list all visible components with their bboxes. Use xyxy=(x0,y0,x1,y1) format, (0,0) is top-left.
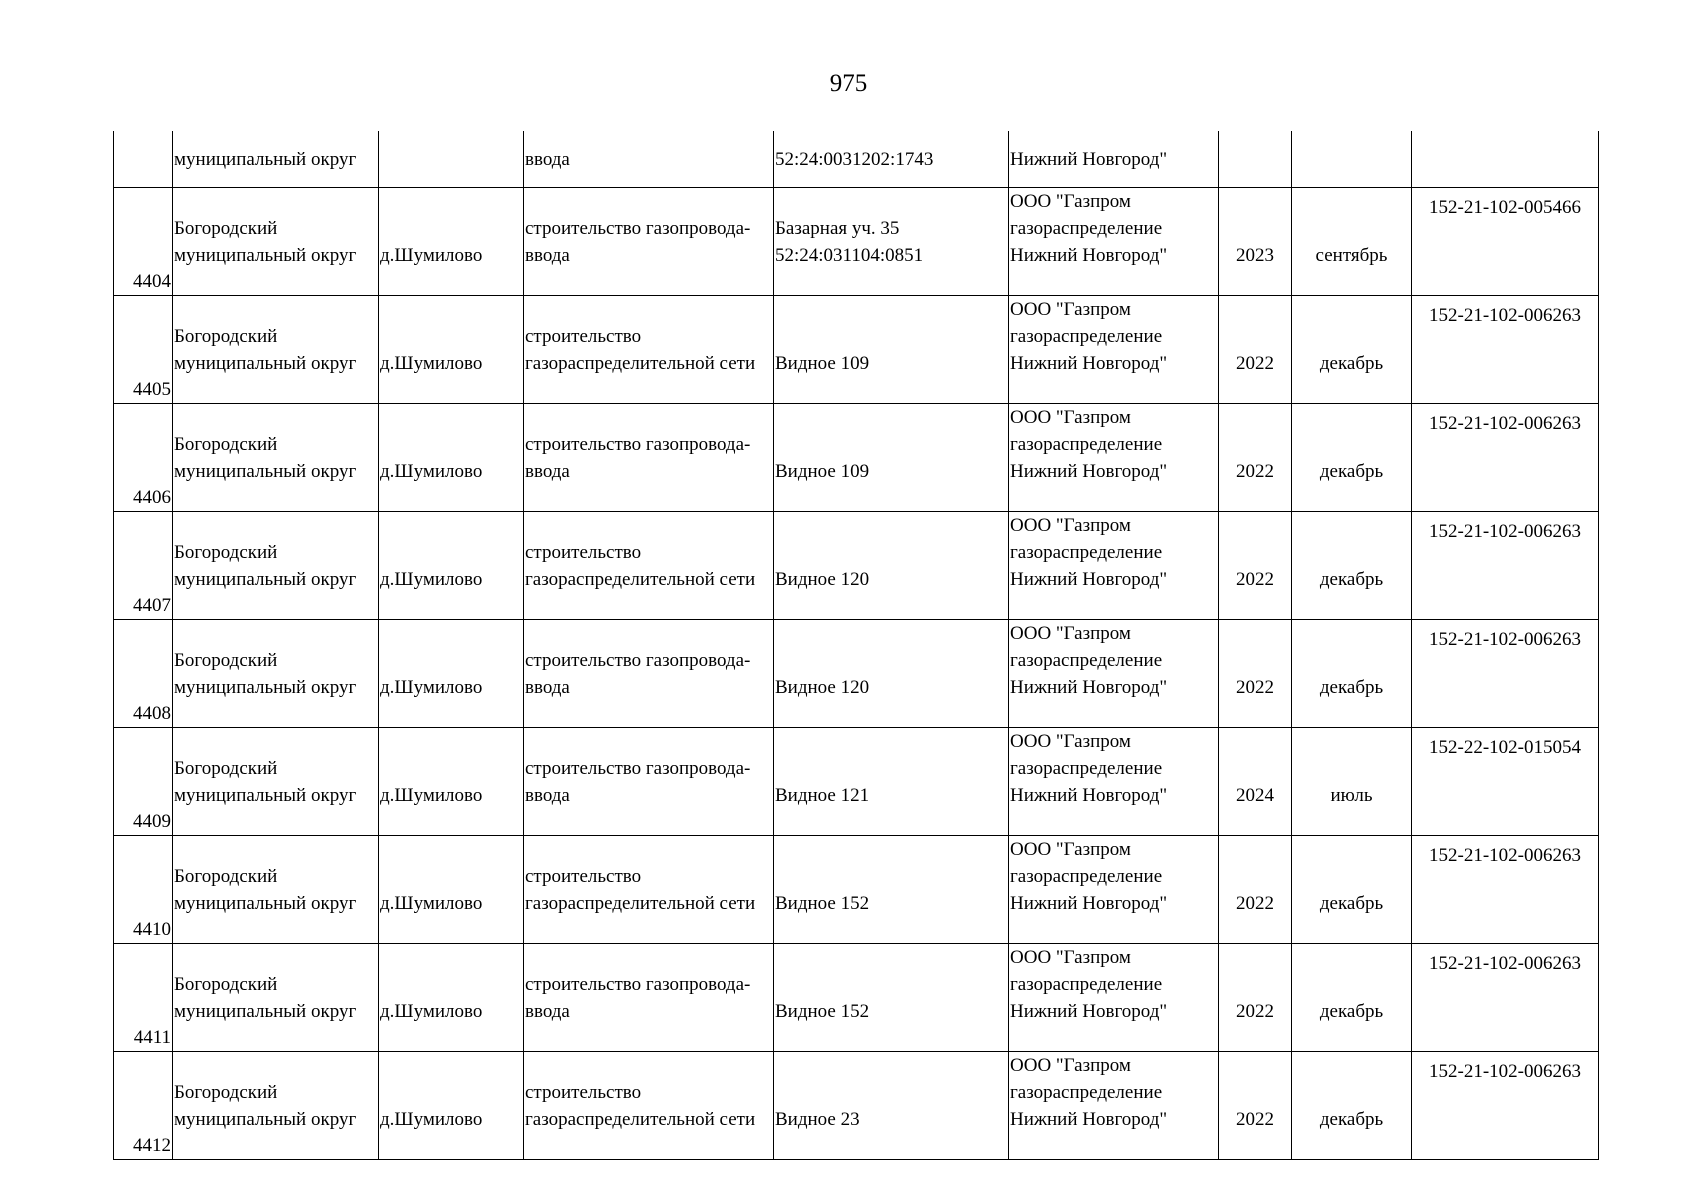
year-cell: 2022 xyxy=(1219,836,1292,944)
address-cell: Видное 152 xyxy=(774,944,1009,1052)
page-number: 975 xyxy=(829,70,868,97)
month-cell: сентябрь xyxy=(1292,188,1412,296)
address-cell: Видное 152 xyxy=(774,836,1009,944)
registry-number-cell xyxy=(1412,131,1599,188)
registry-number-cell: 152-21-102-006263 xyxy=(1412,944,1599,1052)
address-cell: Базарная уч. 35 52:24:031104:0851 xyxy=(774,188,1009,296)
table-row xyxy=(114,728,1599,836)
row-number-cell: 4407 xyxy=(114,512,173,620)
district-cell: муниципальный округ xyxy=(173,131,379,188)
settlement-cell: д.Шумилово xyxy=(379,620,524,728)
district-cell: Богородский муниципальный округ xyxy=(173,1052,379,1160)
settlement-cell: д.Шумилово xyxy=(379,296,524,404)
settlement-cell: д.Шумилово xyxy=(379,188,524,296)
district-cell: Богородский муниципальный округ xyxy=(173,944,379,1052)
organization-cell: ООО "Газпром газораспределение Нижний Новгород" xyxy=(1009,404,1219,512)
work-type-cell: строительство газопровода- ввода xyxy=(524,728,774,836)
row-number-cell: 4408 xyxy=(114,620,173,728)
organization-cell: ООО "Газпром газораспределение Нижний Новгород" xyxy=(1009,296,1219,404)
table-row xyxy=(114,404,1599,512)
year-cell: 2022 xyxy=(1219,944,1292,1052)
year-cell: 2024 xyxy=(1219,728,1292,836)
settlement-cell: д.Шумилово xyxy=(379,944,524,1052)
year-cell: 2022 xyxy=(1219,296,1292,404)
work-type-cell: строительство газораспределительной сети xyxy=(524,512,774,620)
work-type-cell: строительство газораспределительной сети xyxy=(524,836,774,944)
year-cell: 2023 xyxy=(1219,188,1292,296)
address-cell: Видное 109 xyxy=(774,296,1009,404)
district-cell: Богородский муниципальный округ xyxy=(173,404,379,512)
address-cell: Видное 109 xyxy=(774,404,1009,512)
month-cell: декабрь xyxy=(1292,512,1412,620)
work-type-cell: строительство газопровода- ввода xyxy=(524,944,774,1052)
address-cell: Видное 121 xyxy=(774,728,1009,836)
organization-cell: ООО "Газпром газораспределение Нижний Новгород" xyxy=(1009,728,1219,836)
year-cell: 2022 xyxy=(1219,512,1292,620)
settlement-cell: д.Шумилово xyxy=(379,404,524,512)
table-row xyxy=(114,620,1599,728)
organization-cell: ООО "Газпром газораспределение Нижний Новгород" xyxy=(1009,188,1219,296)
row-number-cell: 4409 xyxy=(114,728,173,836)
registry-number-cell: 152-21-102-006263 xyxy=(1412,404,1599,512)
year-cell: 2022 xyxy=(1219,404,1292,512)
settlement-cell: д.Шумилово xyxy=(379,836,524,944)
registry-number-cell: 152-22-102-015054 xyxy=(1412,728,1599,836)
registry-number-cell: 152-21-102-006263 xyxy=(1412,512,1599,620)
row-number-cell: 4411 xyxy=(114,944,173,1052)
district-cell: Богородский муниципальный округ xyxy=(173,728,379,836)
address-cell: 52:24:0031202:1743 xyxy=(774,131,1009,188)
table-row xyxy=(114,188,1599,296)
district-cell: Богородский муниципальный округ xyxy=(173,296,379,404)
month-cell: декабрь xyxy=(1292,404,1412,512)
month-cell: декабрь xyxy=(1292,944,1412,1052)
work-type-cell: строительство газораспределительной сети xyxy=(524,296,774,404)
settlement-cell: д.Шумилово xyxy=(379,728,524,836)
organization-cell: ООО "Газпром газораспределение Нижний Новгород" xyxy=(1009,512,1219,620)
table-row xyxy=(114,836,1599,944)
district-cell: Богородский муниципальный округ xyxy=(173,620,379,728)
table-row xyxy=(114,944,1599,1052)
table-row xyxy=(114,296,1599,404)
organization-cell: ООО "Газпром газораспределение Нижний Новгород" xyxy=(1009,836,1219,944)
continuation-row xyxy=(114,131,1599,188)
year-cell: 2022 xyxy=(1219,1052,1292,1160)
organization-cell: ООО "Газпром газораспределение Нижний Новгород" xyxy=(1009,944,1219,1052)
work-type-cell: строительство газопровода- ввода xyxy=(524,620,774,728)
gas-registry-table xyxy=(113,131,1599,1160)
address-cell: Видное 120 xyxy=(774,512,1009,620)
work-type-cell: строительство газораспределительной сети xyxy=(524,1052,774,1160)
month-cell: декабрь xyxy=(1292,296,1412,404)
row-number-cell: 4405 xyxy=(114,296,173,404)
district-cell: Богородский муниципальный округ xyxy=(173,188,379,296)
registry-number-cell: 152-21-102-006263 xyxy=(1412,620,1599,728)
settlement-cell: д.Шумилово xyxy=(379,1052,524,1160)
month-cell: декабрь xyxy=(1292,1052,1412,1160)
row-number-cell: 4404 xyxy=(114,188,173,296)
registry-number-cell: 152-21-102-006263 xyxy=(1412,1052,1599,1160)
organization-cell: ООО "Газпром газораспределение Нижний Новгород" xyxy=(1009,620,1219,728)
row-number-cell: 4412 xyxy=(114,1052,173,1160)
settlement-cell: д.Шумилово xyxy=(379,512,524,620)
row-number-cell: 4406 xyxy=(114,404,173,512)
row-number-cell: 4410 xyxy=(114,836,173,944)
organization-cell: Нижний Новгород" xyxy=(1009,131,1219,188)
district-cell: Богородский муниципальный округ xyxy=(173,512,379,620)
year-cell xyxy=(1219,131,1292,188)
settlement-cell xyxy=(379,131,524,188)
work-type-cell: строительство газопровода- ввода xyxy=(524,188,774,296)
month-cell: июль xyxy=(1292,728,1412,836)
registry-number-cell: 152-21-102-006263 xyxy=(1412,836,1599,944)
address-cell: Видное 23 xyxy=(774,1052,1009,1160)
district-cell: Богородский муниципальный округ xyxy=(173,836,379,944)
table-row xyxy=(114,512,1599,620)
organization-cell: ООО "Газпром газораспределение Нижний Новгород" xyxy=(1009,1052,1219,1160)
registry-number-cell: 152-21-102-006263 xyxy=(1412,296,1599,404)
row-number-cell xyxy=(114,131,173,188)
work-type-cell: ввода xyxy=(524,131,774,188)
work-type-cell: строительство газопровода- ввода xyxy=(524,404,774,512)
month-cell: декабрь xyxy=(1292,620,1412,728)
month-cell xyxy=(1292,131,1412,188)
table-row xyxy=(114,1052,1599,1160)
address-cell: Видное 120 xyxy=(774,620,1009,728)
year-cell: 2022 xyxy=(1219,620,1292,728)
month-cell: декабрь xyxy=(1292,836,1412,944)
registry-number-cell: 152-21-102-005466 xyxy=(1412,188,1599,296)
